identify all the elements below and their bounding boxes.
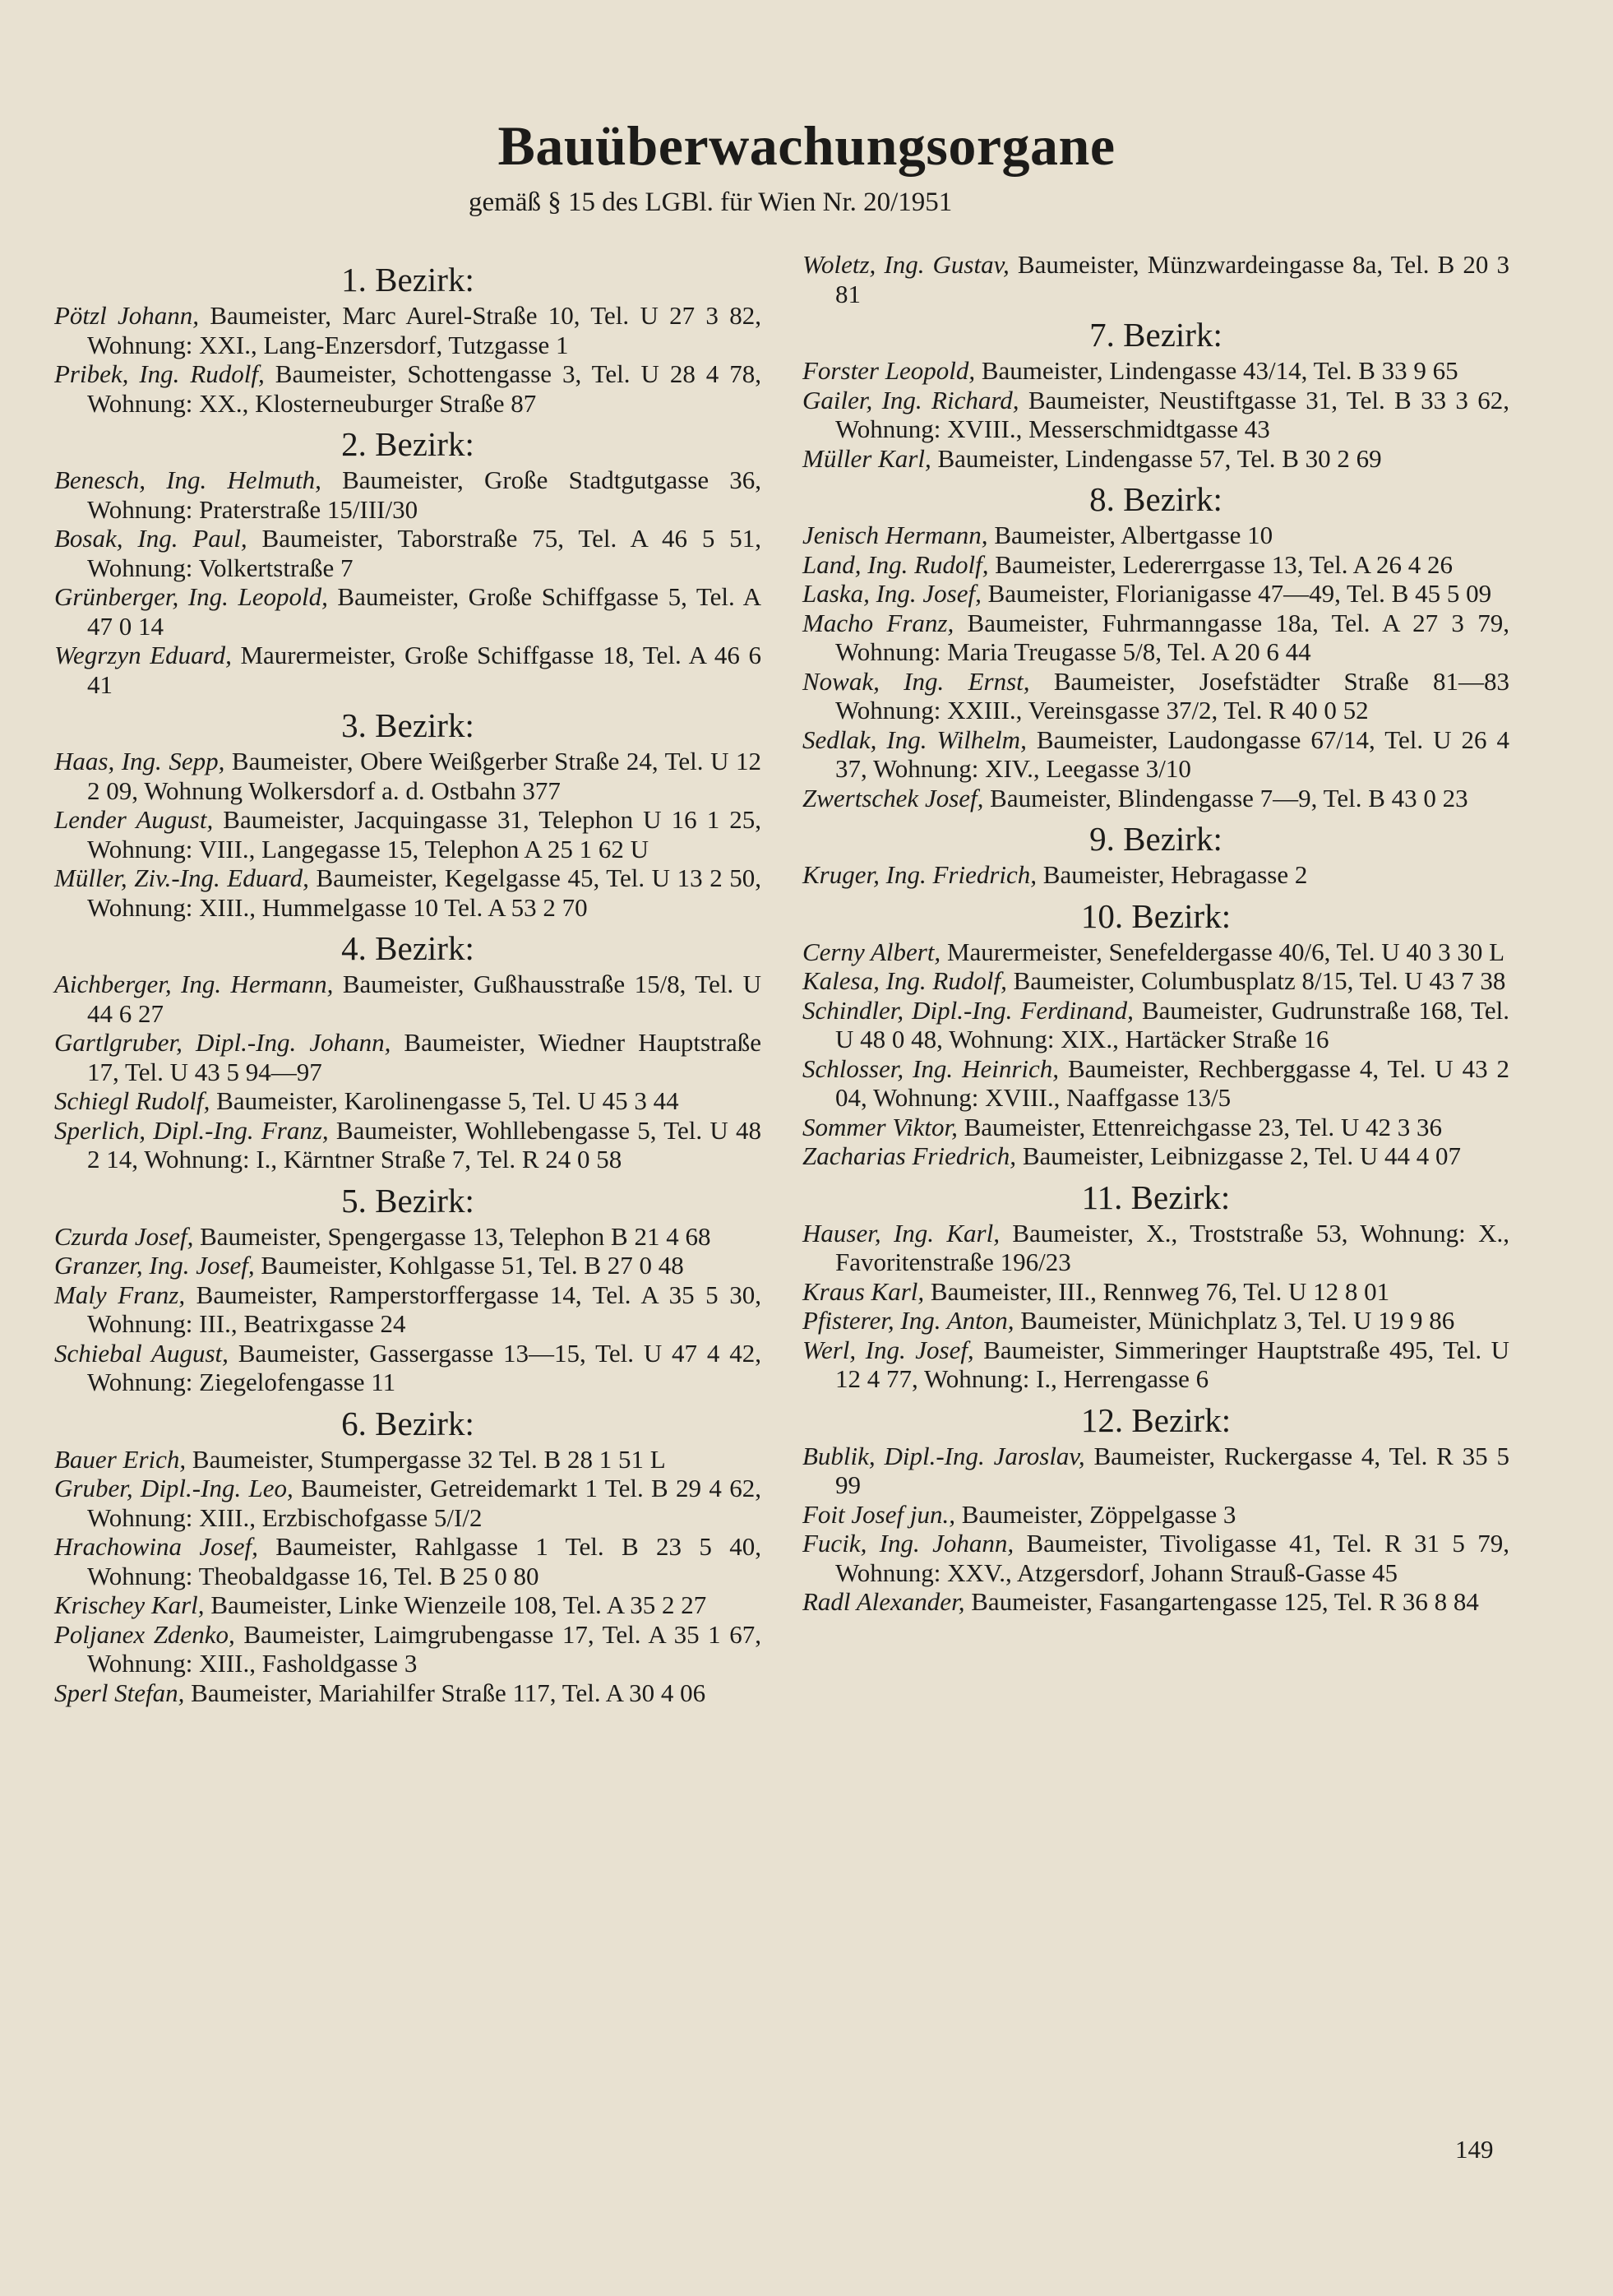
directory-entry xyxy=(802,1113,1509,1142)
entry-details: Baumeister, Spengergasse 13, Telephon B 21 4 68 xyxy=(200,1221,711,1251)
entry-name: Radl Alexander, xyxy=(802,1587,965,1616)
entry-line xyxy=(54,1445,761,1474)
directory-entry xyxy=(54,970,761,1028)
directory-entry xyxy=(802,386,1509,444)
entry-line xyxy=(54,970,761,1028)
entry-details: Baumeister, Rahlgasse 1 Tel. B 23 5 40, Wohnung: Theobaldgasse 16, Tel. B 25 0 80 xyxy=(87,1532,762,1590)
entry-line xyxy=(802,1529,1509,1587)
entry-line xyxy=(802,550,1509,580)
directory-entry xyxy=(54,1086,761,1116)
entry-details: Baumeister, Columbusplatz 8/15, Tel. U 43 7 38 xyxy=(1013,966,1506,995)
entry-name: Sedlak, Ing. Wilhelm, xyxy=(802,724,1027,754)
entry-name: Laska, Ing. Josef, xyxy=(802,579,982,608)
entry-details: Baumeister, Kegelgasse 45, Tel. U 13 2 50, Wohnung: XIII., Hummelgasse 10 Tel. A 53 2 70 xyxy=(87,863,762,922)
page-subtitle: gemäß § 15 des LGBl. für Wien Nr. 20/1951 xyxy=(469,187,953,217)
directory-entry xyxy=(802,1141,1509,1171)
entry-name: Jenisch Hermann, xyxy=(802,521,988,549)
entry-details: Baumeister, Wohllebengasse 5, Tel. U 48 2 14, Wohnung: I., Kärntner Straße 7, Tel. R 24 0 58 xyxy=(87,1115,761,1173)
entry-name: Bosak, Ing. Paul, xyxy=(54,524,247,553)
entry-details: Baumeister, Linke Wienzeile 108, Tel. A 35 2 27 xyxy=(210,1590,707,1619)
entry-name: Grünberger, Ing. Leopold, xyxy=(54,582,328,611)
entry-details: Baumeister, Hebragasse 2 xyxy=(1042,860,1308,889)
district-heading: 3. Bezirk: xyxy=(341,706,474,744)
entry-line xyxy=(802,996,1509,1054)
entry-line xyxy=(54,582,761,641)
entry-line xyxy=(54,1086,761,1116)
entry-name: Land, Ing. Rudolf, xyxy=(802,549,989,579)
entry-name: Müller, Ziv.-Ing. Eduard, xyxy=(54,863,309,892)
directory-entry xyxy=(54,641,761,699)
entry-details: Baumeister, Getreidemarkt 1 Tel. B 29 4 62, Wohnung: XIII., Erzbischofgasse 5/I/2 xyxy=(87,1474,761,1532)
entry-details: Baumeister, Fuhrmanngasse 18a, Tel. A 27 3 79, Wohnung: Maria Treugasse 5/8, Tel. A 20 6 44 xyxy=(835,608,1509,666)
entry-name: Lender August, xyxy=(54,805,214,834)
entry-name: Müller Karl, xyxy=(802,443,931,473)
entry-name: Kalesa, Ing. Rudolf, xyxy=(802,966,1007,995)
directory-entry xyxy=(802,1529,1509,1587)
entry-details: Baumeister, Kohlgasse 51, Tel. B 27 0 48 xyxy=(261,1251,684,1280)
entry-details: Baumeister, Lindengasse 43/14, Tel. B 33 9 65 xyxy=(981,356,1458,385)
entry-name: Schindler, Dipl.-Ing. Ferdinand, xyxy=(802,995,1134,1025)
directory-entry xyxy=(54,465,761,524)
entry-line xyxy=(802,1500,1509,1530)
entry-line xyxy=(54,1532,761,1590)
entry-details: Baumeister, Stumpergasse 32 Tel. B 28 1 51 L xyxy=(192,1444,666,1474)
entry-line xyxy=(802,609,1509,667)
entry-details: Baumeister, Lindengasse 57, Tel. B 30 2 69 xyxy=(937,443,1382,473)
entry-name: Benesch, Ing. Helmuth, xyxy=(54,465,321,494)
entry-name: Pfisterer, Ing. Anton, xyxy=(802,1306,1014,1335)
entry-details: Baumeister, Marc Aurel-Straße 10, Tel. U 27 3 82, Wohnung: XXI., Lang-Enzersdorf, Tutzgasse 1 xyxy=(87,301,761,359)
entry-name: Bauer Erich, xyxy=(54,1444,187,1474)
entry-line xyxy=(54,1251,761,1280)
entry-name: Kraus Karl, xyxy=(802,1276,925,1306)
directory-entry xyxy=(802,667,1509,725)
entry-name: Czurda Josef, xyxy=(54,1221,194,1251)
entry-name: Werl, Ing. Josef, xyxy=(802,1335,974,1364)
directory-entry xyxy=(802,250,1509,308)
entry-name: Fucik, Ing. Johann, xyxy=(802,1529,1014,1558)
entry-line xyxy=(54,465,761,524)
entry-details: Baumeister, Jacquingasse 31, Telephon U 16 1 25, Wohnung: VIII., Langegasse 15, Telephon A 25 1 62 U xyxy=(87,805,762,863)
directory-entry xyxy=(802,966,1509,996)
entry-details: Baumeister, Mariahilfer Straße 117, Tel. A 30 4 06 xyxy=(191,1678,706,1707)
entry-details: Baumeister, Gassergasse 13—15, Tel. U 47 4 42, Wohnung: Ziegelofengasse 11 xyxy=(87,1338,761,1396)
directory-entry xyxy=(54,1251,761,1280)
directory-entry xyxy=(54,1339,761,1397)
entry-details: Baumeister, Josefstädter Straße 81—83 Wohnung: XXIII., Vereinsgasse 37/2, Tel. R 40 0 52 xyxy=(835,666,1509,724)
directory-entry xyxy=(54,1280,761,1339)
entry-line xyxy=(802,521,1509,550)
entry-line xyxy=(802,1587,1509,1617)
entry-line xyxy=(54,1116,761,1174)
directory-entry xyxy=(802,1335,1509,1394)
entry-line xyxy=(802,386,1509,444)
entry-line xyxy=(802,1219,1509,1277)
directory-entry xyxy=(802,1500,1509,1530)
entry-details: Baumeister, Tivoligasse 41, Tel. R 31 5 79, Wohnung: XXV., Atzgersdorf, Johann Strauß-Gasse 45 xyxy=(835,1529,1509,1587)
entry-details: Baumeister, X., Troststraße 53, Wohnung: X., Favoritenstraße 196/23 xyxy=(835,1218,1509,1276)
district-heading: 6. Bezirk: xyxy=(341,1404,474,1442)
entry-name: Poljanex Zdenko, xyxy=(54,1619,235,1649)
entry-line xyxy=(54,524,761,582)
entry-line xyxy=(802,966,1509,996)
directory-entry xyxy=(802,1277,1509,1307)
entry-details: Baumeister, Taborstraße 75, Tel. A 46 5 51, Wohnung: Volkertstraße 7 xyxy=(87,524,762,582)
directory-entry xyxy=(802,550,1509,580)
entry-line xyxy=(802,1335,1509,1394)
entry-line xyxy=(54,1028,761,1086)
district-heading: 12. Bezirk: xyxy=(1080,1400,1232,1439)
entry-details: Baumeister, Ramperstorffergasse 14, Tel. A 35 5 30, Wohnung: III., Beatrixgasse 24 xyxy=(87,1280,761,1338)
entry-details: Maurermeister, Große Schiffgasse 18, Tel. A 46 6 41 xyxy=(87,641,761,699)
entry-line xyxy=(802,725,1509,784)
entry-name: Gailer, Ing. Richard, xyxy=(802,385,1019,414)
entry-details: Maurermeister, Senefeldergasse 40/6, Tel. U 40 3 30 L xyxy=(946,937,1505,966)
entry-line xyxy=(802,1054,1509,1113)
directory-entry xyxy=(802,996,1509,1054)
page-number: 149 xyxy=(1455,2135,1494,2164)
directory-entry xyxy=(802,1219,1509,1277)
entry-line xyxy=(802,1141,1509,1171)
entry-name: Haas, Ing. Sepp, xyxy=(54,747,225,775)
entry-line xyxy=(54,1222,761,1252)
entry-details: Baumeister, Große Stadtgutgasse 36, Wohnung: Praterstraße 15/III/30 xyxy=(87,465,761,524)
district-heading: 5. Bezirk: xyxy=(341,1181,474,1220)
entry-name: Gartlgruber, Dipl.-Ing. Johann, xyxy=(54,1028,391,1057)
district-heading: 2. Bezirk: xyxy=(341,425,474,463)
entry-line xyxy=(54,863,761,922)
directory-entry xyxy=(802,937,1509,967)
entry-name: Hrachowina Josef, xyxy=(54,1532,258,1561)
district-heading: 4. Bezirk: xyxy=(341,929,474,967)
entry-name: Schlosser, Ing. Heinrich, xyxy=(802,1053,1060,1083)
left-column xyxy=(54,253,761,1707)
entry-details: Baumeister, Neustiftgasse 31, Tel. B 33 3 62, Wohnung: XVIII., Messerschmidtgasse 43 xyxy=(835,385,1510,443)
directory-entry xyxy=(802,1587,1509,1617)
entry-details: Baumeister, Albertgasse 10 xyxy=(994,521,1273,549)
directory-entry xyxy=(54,1028,761,1086)
directory-entry xyxy=(54,582,761,641)
entry-name: Foit Josef jun., xyxy=(802,1499,955,1529)
entry-details: Baumeister, Münzwardeingasse 8a, Tel. B 20 3 81 xyxy=(835,250,1509,308)
entry-details: Baumeister, Obere Weißgerber Straße 24, Tel. U 12 2 09, Wohnung Wolkersdorf a. d. Ostbahn 377 xyxy=(87,747,761,805)
entry-line xyxy=(802,444,1509,474)
directory-entry xyxy=(54,359,761,418)
directory-entry xyxy=(802,860,1509,890)
directory-entry xyxy=(54,1532,761,1590)
directory-entry xyxy=(802,1306,1509,1335)
entry-name: Forster Leopold, xyxy=(802,356,976,385)
entry-details: Baumeister, Florianigasse 47—49, Tel. B 45 5 09 xyxy=(987,579,1492,608)
page-title: Bauüberwachungsorgane xyxy=(497,114,1116,177)
entry-name: Wegrzyn Eduard, xyxy=(54,641,232,669)
directory-entry xyxy=(802,356,1509,386)
entry-line xyxy=(802,356,1509,386)
entry-line xyxy=(802,1113,1509,1142)
directory-entry xyxy=(802,1054,1509,1113)
entry-details: Baumeister, Ettenreichgasse 23, Tel. U 42 3 36 xyxy=(964,1112,1443,1141)
entry-line xyxy=(802,860,1509,890)
entry-details: Baumeister, Ruckergasse 4, Tel. R 35 5 99 xyxy=(835,1441,1509,1499)
entry-details: Baumeister, Gußhausstraße 15/8, Tel. U 44 6 27 xyxy=(87,970,761,1028)
entry-line xyxy=(54,1590,761,1620)
district-heading: 11. Bezirk: xyxy=(1081,1178,1231,1216)
entry-details: Baumeister, Simmeringer Hauptstraße 495, Tel. U 12 4 77, Wohnung: I., Herrengasse 6 xyxy=(835,1335,1510,1393)
entry-details: Baumeister, Gudrunstraße 168, Tel. U 48 0 48, Wohnung: XIX., Hartäcker Straße 16 xyxy=(835,995,1510,1053)
district-heading: 10. Bezirk: xyxy=(1080,896,1232,935)
entry-name: Zacharias Friedrich, xyxy=(802,1141,1017,1170)
entry-line xyxy=(54,301,761,359)
entry-name: Granzer, Ing. Josef, xyxy=(54,1251,255,1280)
directory-entry xyxy=(802,444,1509,474)
entry-details: Baumeister, Blindengasse 7—9, Tel. B 43 0 23 xyxy=(990,783,1468,812)
directory-entry xyxy=(54,524,761,582)
entry-line xyxy=(54,641,761,699)
entry-line xyxy=(54,805,761,863)
district-heading: 8. Bezirk: xyxy=(1089,480,1222,518)
directory-entry xyxy=(54,805,761,863)
entry-name: Schiebal August, xyxy=(54,1338,229,1368)
entry-name: Aichberger, Ing. Hermann, xyxy=(54,970,334,998)
entry-line xyxy=(54,1678,761,1708)
entry-line xyxy=(802,1442,1509,1500)
entry-name: Woletz, Ing. Gustav, xyxy=(802,250,1010,279)
entry-line xyxy=(802,579,1509,609)
entry-line xyxy=(54,1474,761,1532)
directory-entry xyxy=(802,784,1509,813)
directory-entry xyxy=(54,1222,761,1252)
directory-entry xyxy=(54,863,761,922)
entry-details: Baumeister, Rechberggasse 4, Tel. U 43 2 04, Wohnung: XVIII., Naaffgasse 13/5 xyxy=(835,1053,1510,1112)
entry-details: Baumeister, Laimgrubengasse 17, Tel. A 35 1 67, Wohnung: XIII., Fasholdgasse 3 xyxy=(87,1619,761,1678)
directory-entry xyxy=(802,579,1509,609)
directory-entry xyxy=(54,1474,761,1532)
directory-entry xyxy=(54,1590,761,1620)
entry-name: Cerny Albert, xyxy=(802,937,941,966)
entry-details: Baumeister, III., Rennweg 76, Tel. U 12 8 01 xyxy=(930,1276,1390,1306)
entry-name: Maly Franz, xyxy=(54,1280,186,1309)
entry-details: Baumeister, Schottengasse 3, Tel. U 28 4 78, Wohnung: XX., Klosterneuburger Straße 87 xyxy=(87,359,762,418)
directory-entry xyxy=(54,747,761,805)
entry-name: Sperl Stefan, xyxy=(54,1678,185,1707)
entry-line xyxy=(802,250,1509,308)
entry-line xyxy=(54,1339,761,1397)
directory-entry xyxy=(54,1116,761,1174)
entry-line xyxy=(802,1277,1509,1307)
entry-line xyxy=(54,747,761,805)
entry-line xyxy=(54,1620,761,1678)
entry-name: Sperlich, Dipl.-Ing. Franz, xyxy=(54,1115,329,1145)
entry-name: Zwertschek Josef, xyxy=(802,783,984,812)
entry-line xyxy=(802,937,1509,967)
entry-name: Bublik, Dipl.-Ing. Jaroslav, xyxy=(802,1441,1085,1470)
entry-details: Baumeister, Karolinengasse 5, Tel. U 45 3 44 xyxy=(216,1086,679,1115)
entry-name: Macho Franz, xyxy=(802,608,954,637)
district-heading: 9. Bezirk: xyxy=(1089,820,1222,858)
directory-entry xyxy=(802,1442,1509,1500)
entry-line xyxy=(54,359,761,418)
directory-entry xyxy=(54,1620,761,1678)
directory-entry xyxy=(54,1678,761,1708)
entry-name: Nowak, Ing. Ernst, xyxy=(802,666,1030,696)
entry-line xyxy=(802,784,1509,813)
entry-name: Pötzl Johann, xyxy=(54,301,200,330)
entry-line xyxy=(802,667,1509,725)
entry-name: Gruber, Dipl.-Ing. Leo, xyxy=(54,1474,293,1502)
entry-line xyxy=(54,1280,761,1339)
directory-entry xyxy=(54,301,761,359)
entry-name: Kruger, Ing. Friedrich, xyxy=(802,860,1038,889)
entry-details: Baumeister, Zöppelgasse 3 xyxy=(961,1499,1236,1529)
entry-details: Baumeister, Wiedner Hauptstraße 17, Tel. U 43 5 94—97 xyxy=(87,1028,761,1086)
directory-entry xyxy=(802,725,1509,784)
entry-line xyxy=(802,1306,1509,1335)
right-column xyxy=(802,250,1509,1617)
entry-name: Pribek, Ing. Rudolf, xyxy=(54,359,265,388)
entry-name: Sommer Viktor, xyxy=(802,1112,958,1141)
directory-entry xyxy=(802,609,1509,667)
district-heading: 7. Bezirk: xyxy=(1089,316,1222,354)
entry-details: Baumeister, Große Schiffgasse 5, Tel. A 47 0 14 xyxy=(87,582,762,641)
entry-details: Baumeister, Leibnizgasse 2, Tel. U 44 4 07 xyxy=(1022,1141,1462,1170)
entry-name: Krischey Karl, xyxy=(54,1590,205,1619)
directory-entry xyxy=(54,1445,761,1474)
entry-name: Hauser, Ing. Karl, xyxy=(802,1218,1000,1248)
directory-entry xyxy=(802,521,1509,550)
entry-details: Baumeister, Laudongasse 67/14, Tel. U 26 4 37, Wohnung: XIV., Leegasse 3/10 xyxy=(835,724,1509,783)
entry-name: Schiegl Rudolf, xyxy=(54,1086,210,1115)
entry-details: Baumeister, Ledererrgasse 13, Tel. A 26 4 26 xyxy=(995,549,1453,579)
entry-details: Baumeister, Münichplatz 3, Tel. U 19 9 86 xyxy=(1020,1306,1455,1335)
district-heading: 1. Bezirk: xyxy=(341,261,474,299)
entry-details: Baumeister, Fasangartengasse 125, Tel. R 36 8 84 xyxy=(971,1587,1479,1616)
